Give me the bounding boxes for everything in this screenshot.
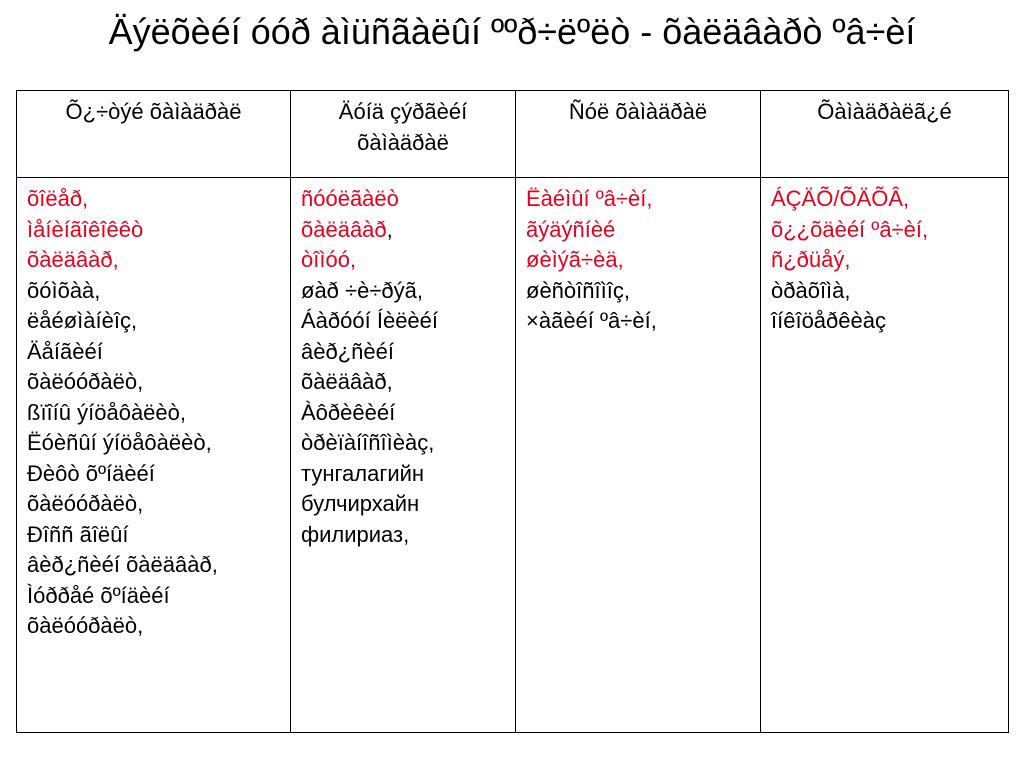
highlighted-term: ìåíèíãîêîêêò [27,216,144,242]
disease-table [16,90,1009,733]
highlighted-term: Ëàéìûí ºâ÷èí, [526,186,653,211]
table-cell-line [526,276,754,307]
term: ëåéøìàíèîç, [27,308,138,333]
column-cell-2 [291,178,516,733]
table-cell-line [301,337,509,368]
highlighted-term: õ¿¿õäèéí ºâ÷èí, [771,216,929,242]
highlighted-term: ãýäýñíèé [526,216,616,242]
term: Ìóððåé õºíäèéí [27,582,170,608]
term: Ðèôò õºíäèéí [27,460,155,486]
table-cell-line [301,184,509,215]
term: òðèïàíîñîìèàç, [301,430,435,455]
highlighted-term: òîìóó, [301,247,357,272]
term: õàëóóðàëò, [27,491,144,516]
header-row [17,91,1009,178]
table-cell-line [526,306,754,337]
table-cell-line [301,520,509,551]
term: филириаз, [301,521,410,547]
table-cell-line [27,337,284,368]
term: Äåíãèéí [27,338,103,364]
table-cell-line [27,245,284,276]
highlighted-term: õîëåð, [27,186,89,211]
table-cell-line [27,306,284,337]
term: Àôðèêèéí [301,399,396,425]
table-cell-line [771,245,1002,276]
table-cell-line [526,245,754,276]
table-cell-line [301,489,509,520]
column-cell-1 [17,178,291,733]
table-cell-line [301,367,509,398]
table-cell-line [526,215,754,246]
table-cell-line [27,550,284,581]
term: øèñòîñîìîç, [526,277,630,303]
term: õàëóóðàëò, [27,613,144,638]
table-cell-line [27,184,284,215]
term: âèð¿ñèéí [301,338,394,364]
term: õàëóóðàëò, [27,369,144,394]
table-cell-line [27,611,284,642]
column-header-4: Õàìàäðàëã¿é [761,91,1009,178]
table-cell-line [27,276,284,307]
highlighted-term: õàëäâàð [301,216,387,242]
table-cell-line [27,215,284,246]
term: Áàðóóí Íèëèéí [301,308,439,333]
table-cell-line [771,215,1002,246]
table-cell-line [27,367,284,398]
term: òðàõîìà, [771,277,851,303]
punctuation: , [386,216,393,242]
table-cell-line [27,428,284,459]
term: âèð¿ñèéí õàëäâàð, [27,552,218,577]
table-cell-line [301,398,509,429]
column-header-3: Ñóë õàìàäðàë [516,91,761,178]
highlighted-term: ñ¿ðüåý, [771,247,851,272]
column-cell-3 [516,178,761,733]
table-cell-line [27,520,284,551]
highlighted-term: ÁÇÄÕ/ÕÄÕÂ, [771,186,910,211]
table-cell-line [301,215,509,246]
highlighted-term: õàëäâàð, [27,247,119,272]
term: õóìõàà, [27,277,101,303]
table-cell-line [771,306,1002,337]
term: îíêîöåðêèàç [771,308,886,333]
column-header-1: Õ¿÷òýé õàìàäðàë [17,91,291,178]
column-cell-4 [761,178,1009,733]
table-cell-line [301,306,509,337]
table-cell-line [301,276,509,307]
term: Ðîññ ãîëûí [27,521,129,547]
column-header-2: Äóíä çýðãèéí õàìàäðàë [291,91,516,178]
term: ßïîíû ýíöåôàëèò, [27,399,186,425]
table-cell-line [301,428,509,459]
term: ×àãèéí ºâ÷èí, [526,308,657,333]
term: тунгалагийн [301,460,425,486]
term: булчирхайн [301,491,420,516]
table-cell-line [27,489,284,520]
table-cell-line [526,184,754,215]
term: õàëäâàð, [301,369,393,394]
table-cell-line [27,459,284,490]
term: Ëóèñûí ýíöåôàëèò, [27,430,212,455]
highlighted-term: ñóóëãàëò [301,186,399,211]
table-cell-line [27,581,284,612]
content-row [17,178,1009,733]
table-cell-line [771,184,1002,215]
term: øàð ÷è÷ðýã, [301,277,423,303]
table-cell-line [301,459,509,490]
table-cell-line [27,398,284,429]
slide-title: Äýëõèéí óóð àìüñãàëûí ººð÷ëºëò - õàëäâàðò ºâ÷èí [108,11,916,52]
table-cell-line [301,245,509,276]
highlighted-term: øèìýã÷èä, [526,247,624,272]
table-cell-line [771,276,1002,307]
